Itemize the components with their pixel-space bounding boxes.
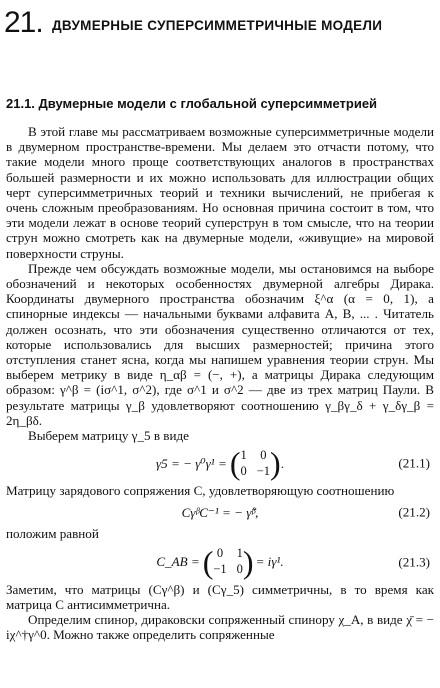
eq1-lhs: γ5 = − γ⁰γ¹ = [156,455,227,471]
eq1-m11: 1 [240,447,247,462]
eq3-m11: 0 [216,546,224,561]
paragraph-notation: Прежде чем обсуждать возможные модели, мы остановимся на выборе обозначений и некоторых особенностях двумерной алгебры Дирака. Координаты двумерного пространства обозначим ξ^α (α = 0, 1), а спинорные индексы — начальными буквами алфавита A, B, ... . Читатель должен осознать, что эти обозначения существенно отличаются от тех, которые использовались для высших размерностей; причина этого отступления станет ясна, когда мы напишем уравнения теории струн. Мы выберем метрику в виде η_αβ = (−, +), а матрицы Дирака следующим образом: γ^β = (iσ^1, σ^2), где σ^1 и σ^2 — две из трех матриц Паули. В результате матрицы γ_β удовлетворяют соотношению γ_βγ_δ + γ_δγ_β = 2η_βδ. [6,260,434,428]
eq2-number: (21.2) [398,504,430,520]
paragraph-charge-conjugation: Матрицу зарядового сопряжения C, удовлетворяющую соотношению [6,483,395,499]
eq3-m21: −1 [213,562,227,577]
eq1-number: (21.1) [398,455,430,471]
eq1-m12: 0 [260,447,267,462]
eq1-matrix: ( 1 0 0 −1 ) [229,445,281,482]
paragraph-dirac-conjugate: Определим спинор, дираковски сопряженный спинору χ_A, в виде χ̄ = − iχ^†γ^0. Можно также определить сопряженные [6,612,434,643]
section-title: 21.1. Двумерные модели с глобальной суперсимметрией [6,96,378,111]
eq1-m22: −1 [256,463,271,478]
eq3-lhs: C_AB = [156,554,200,570]
chapter-number: 21. [4,6,43,39]
eq3-matrix: ( 0 1 −1 0 ) [202,543,254,580]
equation-21-2 [6,498,434,526]
eq1-after: . [280,455,284,471]
body-text [6,124,434,642]
equation-21-3 [6,542,434,582]
paragraph-set-equal: положим равной [6,526,99,542]
paragraph-intro: В этой главе мы рассматриваем возможные суперсимметричные модели в двумерном пространстве-времени. Мы делаем это отчасти потому, что такие модели много проще соответствующих аналогов в пространствах большей размерности и их можно использовать для иллюстрации общих черт суперсимметричных теорий и техники вычислений, не прибегая к очень сложным преобразованиям. Но основная причина состоит в том, что эти модели лежат в основе теорий суперструн в том смысле, что на теории струн можно смотреть как на двумерные модели, «живущие» на мировой поверхности струны. [6,124,434,261]
equation-21-1 [6,443,434,483]
paragraph-gamma5: Выберем матрицу γ_5 в виде [28,428,189,444]
chapter-title: ДВУМЕРНЫЕ СУПЕРСИММЕТРИЧНЫЕ МОДЕЛИ [52,18,383,33]
eq3-number: (21.3) [398,554,430,570]
eq3-m22: 0 [236,562,243,577]
eq3-rhs: = iγ¹. [255,554,284,570]
eq2-text: CγᵝC⁻¹ = − γ̃ᵝ, [181,504,259,520]
paragraph-symmetry: Заметим, что матрицы (Cγ^β) и (Cγ_5) симметричны, в то время как матрица C антисимметрична. [6,581,434,612]
eq3-m12: 1 [236,546,243,561]
eq1-m21: 0 [240,463,247,478]
